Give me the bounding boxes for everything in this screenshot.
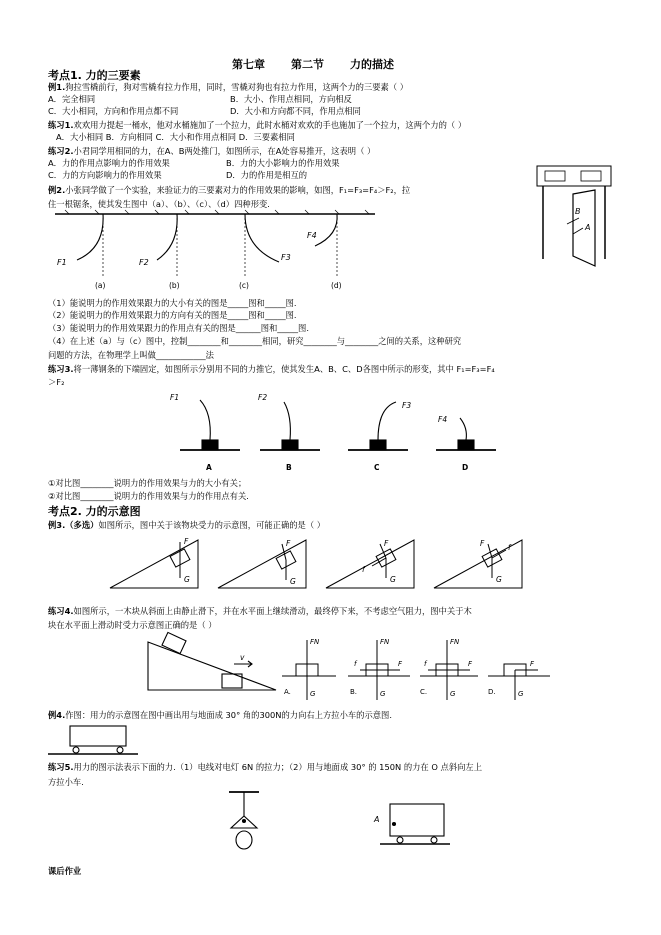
example-2-text-2: 住一根锯条，使其发生图中（a）、（b）、（c）、（d）四种形变. <box>48 199 270 209</box>
example-2-q1: （1）能说明力的作用效果跟力的大小有关的图是_____图和_____图. <box>48 298 297 308</box>
example-2-q2: （2）能说明力的作用效果跟力的方向有关的图是_____图和_____图. <box>48 310 297 320</box>
b4c-g: G <box>450 690 456 698</box>
page-title <box>232 56 420 72</box>
section-heading-2: 考点2. 力的示意图 <box>48 505 141 518</box>
practice-4-text-2: 块在水平面上滑动时受力示意图正确的是（ ） <box>48 620 217 630</box>
ex3-force-g-c: G <box>390 575 396 584</box>
b4-label-b: B. <box>350 688 358 696</box>
ex3-friction-c: f <box>362 565 365 574</box>
strip-label-a: A <box>206 463 212 472</box>
practice-5-text-1: 练习5.用力的图示法表示下面的力.（1）电线对电灯 6N 的拉力；（2）用与地面成 30° 的 150N 的力在 O 点斜向左上 <box>48 762 483 772</box>
b4b-fn: FN <box>380 638 390 646</box>
practice-1-options: A．大小相同 B．方向相同 C．大小和作用点相同 D．三要素相同 <box>56 132 295 142</box>
ex3-friction-d: f <box>508 543 511 552</box>
b4d-g: G <box>518 690 524 698</box>
example-1-option-b: B．大小、作用点相同，方向相反 <box>230 94 352 104</box>
saw-label-c: (c) <box>239 281 249 290</box>
practice-2-option-b: B．力的大小影响力的作用效果 <box>226 158 340 168</box>
b4c-force: F <box>468 660 473 668</box>
cart-figure-1 <box>48 722 138 758</box>
b4c-f: f <box>424 660 427 668</box>
b4-label-d: D. <box>488 688 496 696</box>
example-2-q4: （4）在上述（a）与（c）图中，控制________和________相同，研究________与________之间的关系，这种研究 <box>48 336 462 346</box>
practice-1-question: 练习1.欢欢用力提起一桶水，他对水桶施加了一个拉力，此时水桶对欢欢的手也施加了一个拉力，这两个力的（ ） <box>48 120 467 130</box>
strip-label-c: C <box>374 463 380 472</box>
ex3-force-g-b: G <box>290 577 296 586</box>
example-1-question: 例1.狗拉雪橇前行，狗对雪橇有拉力作用，同时，雪橇对狗也有拉力作用，这两个力的三要素（ ） <box>48 82 409 92</box>
example-1-option-d: D．大小和方向都不同，作用点相同 <box>230 106 361 116</box>
strip-force-f2: F2 <box>258 393 268 402</box>
example-2-q3: （3）能说明力的作用效果跟力的作用点有关的图是______图和_____图. <box>48 323 309 333</box>
b4a-g: G <box>310 690 316 698</box>
saw-label-b: (b) <box>169 281 180 290</box>
example-1-option-c: C．大小相同，方向和作用点都不同 <box>48 106 179 116</box>
example-3-question: 例3.（多选）如图所示，图中关于该物块受力的示意图，可能正确的是（ ） <box>48 520 326 530</box>
b4b-force: F <box>398 660 403 668</box>
saw-force-f4: F4 <box>307 231 317 240</box>
cart-figure-2 <box>374 800 450 852</box>
strip-force-f4: F4 <box>438 415 448 424</box>
practice-5-text-2: 方拉小车. <box>48 777 84 787</box>
steel-strip-figure <box>160 388 500 478</box>
section-label: 第二节 <box>291 58 324 71</box>
ex3-force-f-a: F <box>184 537 189 546</box>
section-heading-1: 考点1. 力的三要素 <box>48 69 141 82</box>
example-4-question: 例4.作图：用力的示意图在图中画出用与地面成 30° 角的300N的力向右上方拉小车的示意图. <box>48 710 392 720</box>
door-label-a: A <box>585 223 591 232</box>
practice-2-option-c: C．力的方向影响力的作用效果 <box>48 170 162 180</box>
b4b-g: G <box>380 690 386 698</box>
example-2-text-1: 例2.小张同学做了一个实验，来验证力的三要素对力的作用效果的影响，如图，F₁=F₃=F₄＞F₂，拉 <box>48 185 411 195</box>
saw-label-a: (a) <box>95 281 106 290</box>
practice-4-text-1: 练习4.如图所示，一木块从斜面上由静止滑下，并在水平面上继续滑动，最终停下来，不考虑空气阻力，图中关于木 <box>48 606 472 616</box>
ex3-force-f-d: F <box>480 539 485 548</box>
practice-2-option-d: D．力的作用是相互的 <box>226 170 308 180</box>
ex3-force-g-a: G <box>184 575 190 584</box>
ex3-force-f-b: F <box>286 539 291 548</box>
chapter-label: 第七章 <box>232 58 265 71</box>
b4b-f: f <box>354 660 357 668</box>
saw-label-d: (d) <box>331 281 342 290</box>
door-figure <box>535 164 615 276</box>
saw-force-f3: F3 <box>281 253 291 262</box>
b4c-fn: FN <box>450 638 460 646</box>
saw-blade-figure <box>55 210 375 300</box>
ex3-force-f-c: F <box>384 539 389 548</box>
block-force-options <box>282 632 582 704</box>
example-2-q5: 问题的方法，在物理学上叫做____________法 <box>48 350 214 360</box>
door-label-b: B <box>575 207 581 216</box>
saw-force-f2: F2 <box>139 258 149 267</box>
ex3-force-g-d: G <box>496 575 502 584</box>
practice-3-q1: ①对比图________说明力的作用效果与力的大小有关； <box>48 478 247 488</box>
saw-force-f1: F1 <box>57 258 67 267</box>
strip-force-f3: F3 <box>402 401 412 410</box>
practice-2-question: 练习2.小君同学用相同的力，在A、B两处推门，如图所示，在A处容易推开，这表明（ ） <box>48 146 376 156</box>
strip-label-b: B <box>286 463 292 472</box>
b4-label-c: C. <box>420 688 428 696</box>
example-1-option-a: A．完全相同 <box>48 94 96 104</box>
strip-force-f1: F1 <box>170 393 180 402</box>
lamp-figure <box>225 790 275 860</box>
strip-label-d: D <box>462 463 469 472</box>
practice-2-option-a: A．力的作用点影响力的作用效果 <box>48 158 170 168</box>
homework-label: 课后作业 <box>48 866 82 876</box>
practice-3-text-1: 练习3.将一薄钢条的下端固定，如图所示分别用不同的力推它，使其发生A、B、C、D各图中所示的形变，其中 F₁=F₃=F₄ <box>48 364 495 374</box>
b4a-fn: FN <box>310 638 320 646</box>
slide-figure <box>148 632 278 694</box>
incline-force-figure <box>110 532 530 592</box>
b4d-force: F <box>530 660 535 668</box>
cart-point-a: A <box>374 815 380 824</box>
practice-3-text-2: ＞F₂ <box>48 377 65 387</box>
practice-3-q2: ②对比图________说明力的作用效果与力的作用点有关. <box>48 491 249 501</box>
b4-label-a: A. <box>284 688 291 696</box>
slide-velocity-v: v <box>240 653 245 662</box>
topic-label: 力的描述 <box>350 58 394 71</box>
